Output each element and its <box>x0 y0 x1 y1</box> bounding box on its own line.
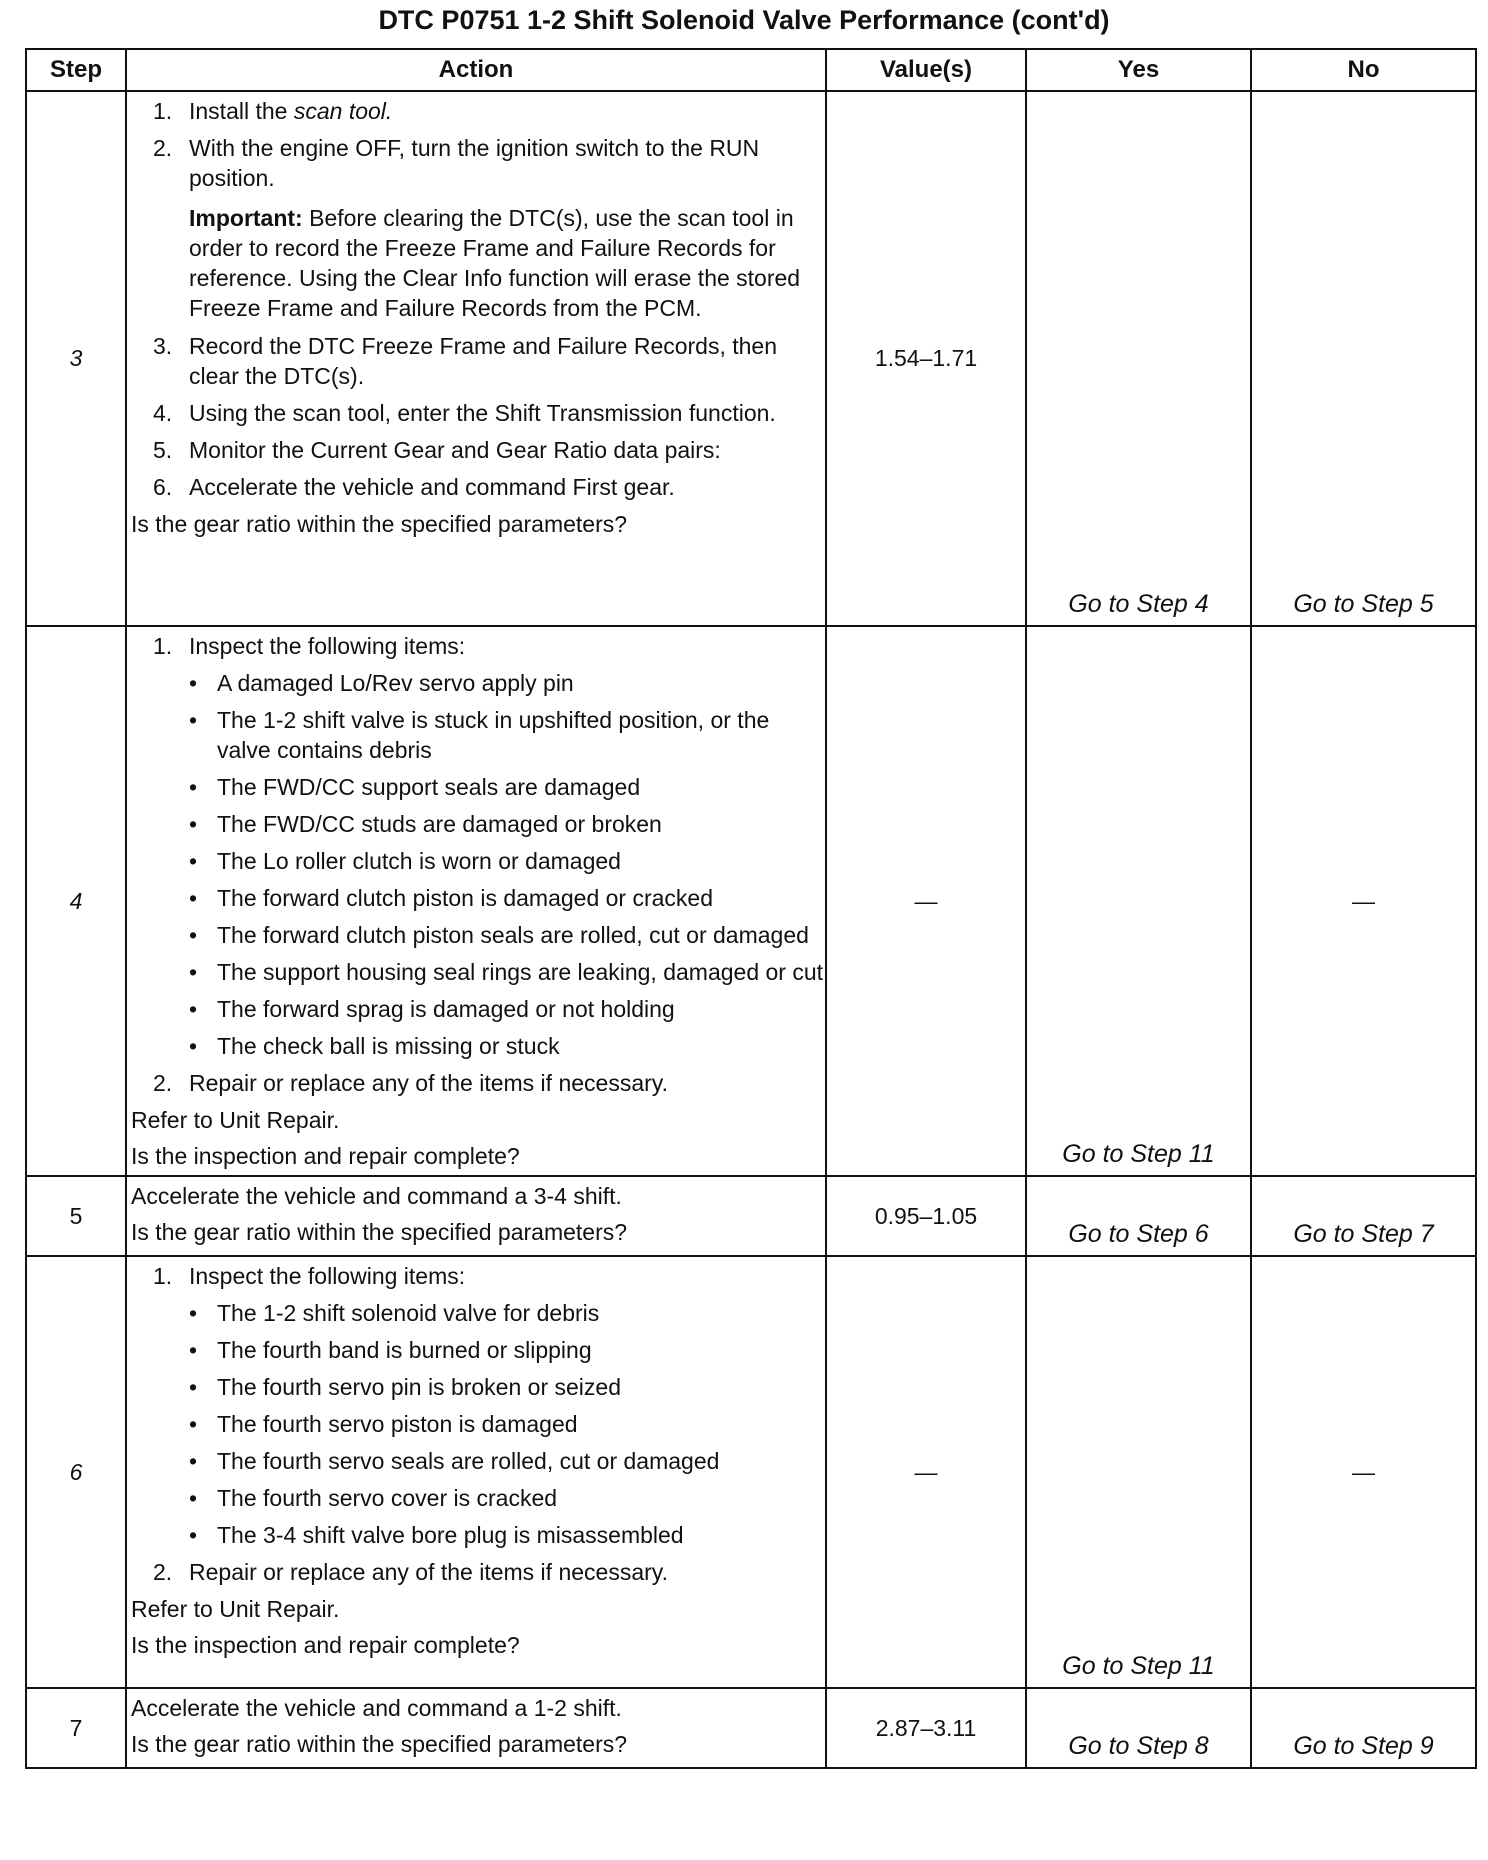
action-cell <box>126 91 826 626</box>
action-item <box>127 1068 825 1098</box>
no-link: Go to Step 5 <box>1251 91 1476 626</box>
table-header-row <box>26 49 1476 91</box>
refer-text: Refer to Unit Repair. <box>131 1107 340 1133</box>
item-text: Accelerate the vehicle and command First gear. <box>189 474 675 500</box>
bullet-item: • The 1-2 shift valve is stuck in upshifted position, or the valve contains debris <box>189 707 770 763</box>
item-text: Inspect the following items: <box>189 633 466 659</box>
bullet-item: • The fourth servo pin is broken or seized <box>189 1374 621 1400</box>
step-number: 6 <box>26 1256 126 1688</box>
bullet-item: • The fourth servo seals are rolled, cut or damaged <box>189 1448 720 1474</box>
yes-link: Go to Step 11 <box>1026 1256 1251 1688</box>
bullet-item: • The forward clutch piston is damaged or cracked <box>189 885 714 911</box>
action-cell <box>126 626 826 1176</box>
step-number: 4 <box>26 626 126 1176</box>
action-item <box>127 96 825 126</box>
question-text: Is the gear ratio within the specified parameters? <box>131 1219 628 1245</box>
item-text: Install the scan tool. <box>189 98 393 124</box>
table-row-step-4 <box>26 626 1476 1176</box>
bullet-item: • A damaged Lo/Rev servo apply pin <box>189 670 574 696</box>
action-item <box>127 331 825 391</box>
question-text: Is the gear ratio within the specified parameters? <box>131 511 628 537</box>
value-cell: 2.87–3.11 <box>826 1688 1026 1768</box>
action-item <box>127 1557 825 1587</box>
item-number: 1. <box>153 98 173 124</box>
bullet-item: • The check ball is missing or stuck <box>189 1033 560 1059</box>
no-link: Go to Step 7 <box>1251 1176 1476 1256</box>
bullet-item: • The fourth band is burned or slipping <box>189 1337 592 1363</box>
important-label: Important: <box>189 205 303 231</box>
header-no: No <box>1251 49 1476 91</box>
important-note <box>189 203 825 323</box>
action-cell <box>126 1256 826 1688</box>
no-link: — <box>1251 626 1476 1176</box>
bullet-item: • The fourth servo piston is damaged <box>189 1411 578 1437</box>
bullet-item: • The Lo roller clutch is worn or damaged <box>189 848 621 874</box>
step-number: 5 <box>26 1176 126 1256</box>
no-link: — <box>1251 1256 1476 1688</box>
bullet-item: • The FWD/CC studs are damaged or broken <box>189 811 662 837</box>
refer-text: Refer to Unit Repair. <box>131 1596 340 1622</box>
item-text: Repair or replace any of the items if necessary. <box>189 1070 668 1096</box>
value-cell: 1.54–1.71 <box>826 91 1026 626</box>
diagnostic-table <box>25 48 1477 1769</box>
action-cell <box>126 1176 826 1256</box>
item-number: 4. <box>153 400 173 426</box>
action-text: Accelerate the vehicle and command a 1-2 shift. <box>131 1695 622 1721</box>
item-number: 2. <box>153 1559 173 1585</box>
yes-link: Go to Step 8 <box>1026 1688 1251 1768</box>
action-item <box>127 133 825 193</box>
value-cell: — <box>826 1256 1026 1688</box>
item-number: 3. <box>153 333 173 359</box>
page-title: DTC P0751 1-2 Shift Solenoid Valve Performance (cont'd) <box>378 5 1110 35</box>
action-item <box>127 472 825 502</box>
item-number: 6. <box>153 474 173 500</box>
question-text: Is the inspection and repair complete? <box>131 1143 520 1169</box>
action-text: Accelerate the vehicle and command a 3-4 shift. <box>131 1183 622 1209</box>
action-item <box>127 1261 825 1291</box>
table-row-step-6 <box>26 1256 1476 1688</box>
bullet-item: • The 3-4 shift valve bore plug is misassembled <box>189 1522 684 1548</box>
header-values: Value(s) <box>826 49 1026 91</box>
bullet-item: • The 1-2 shift solenoid valve for debris <box>189 1300 600 1326</box>
item-text: Using the scan tool, enter the Shift Transmission function. <box>189 400 776 426</box>
header-action: Action <box>126 49 826 91</box>
item-number: 1. <box>153 1263 173 1289</box>
emphasis-text: scan tool. <box>293 98 393 124</box>
item-number: 1. <box>153 633 173 659</box>
item-number: 2. <box>153 135 173 161</box>
item-number: 5. <box>153 437 173 463</box>
yes-link: Go to Step 4 <box>1026 91 1251 626</box>
action-cell <box>126 1688 826 1768</box>
question-text: Is the gear ratio within the specified parameters? <box>131 1731 628 1757</box>
action-item <box>127 631 825 661</box>
value-cell: 0.95–1.05 <box>826 1176 1026 1256</box>
bullet-item: • The forward sprag is damaged or not holding <box>189 996 675 1022</box>
bullet-item: • The support housing seal rings are leaking, damaged or cut <box>189 959 824 985</box>
important-text: Before clearing the DTC(s), use the scan tool in order to record the Freeze Frame and Failure Records for reference. Using the Clear Info function will erase the stored Freeze Frame and Failure Records from the PCM. <box>189 205 801 321</box>
yes-link: Go to Step 6 <box>1026 1176 1251 1256</box>
no-link: Go to Step 9 <box>1251 1688 1476 1768</box>
yes-link: Go to Step 11 <box>1026 626 1251 1176</box>
item-number: 2. <box>153 1070 173 1096</box>
item-text: Inspect the following items: <box>189 1263 466 1289</box>
header-step: Step <box>26 49 126 91</box>
item-text: Record the DTC Freeze Frame and Failure Records, then clear the DTC(s). <box>189 333 778 389</box>
bullet-item: • The forward clutch piston seals are rolled, cut or damaged <box>189 922 809 948</box>
table-row-step-7 <box>26 1688 1476 1768</box>
action-item <box>127 398 825 428</box>
header-yes: Yes <box>1026 49 1251 91</box>
item-text: Monitor the Current Gear and Gear Ratio data pairs: <box>189 437 721 463</box>
item-text: Repair or replace any of the items if necessary. <box>189 1559 668 1585</box>
table-row-step-5 <box>26 1176 1476 1256</box>
question-text: Is the inspection and repair complete? <box>131 1632 520 1658</box>
step-number: 7 <box>26 1688 126 1768</box>
bullet-item: • The fourth servo cover is cracked <box>189 1485 558 1511</box>
action-item <box>127 435 825 465</box>
value-cell: — <box>826 626 1026 1176</box>
step-number: 3 <box>26 91 126 626</box>
item-text: With the engine OFF, turn the ignition switch to the RUN position. <box>189 135 760 191</box>
bullet-item: • The FWD/CC support seals are damaged <box>189 774 641 800</box>
table-row-step-3 <box>26 91 1476 626</box>
